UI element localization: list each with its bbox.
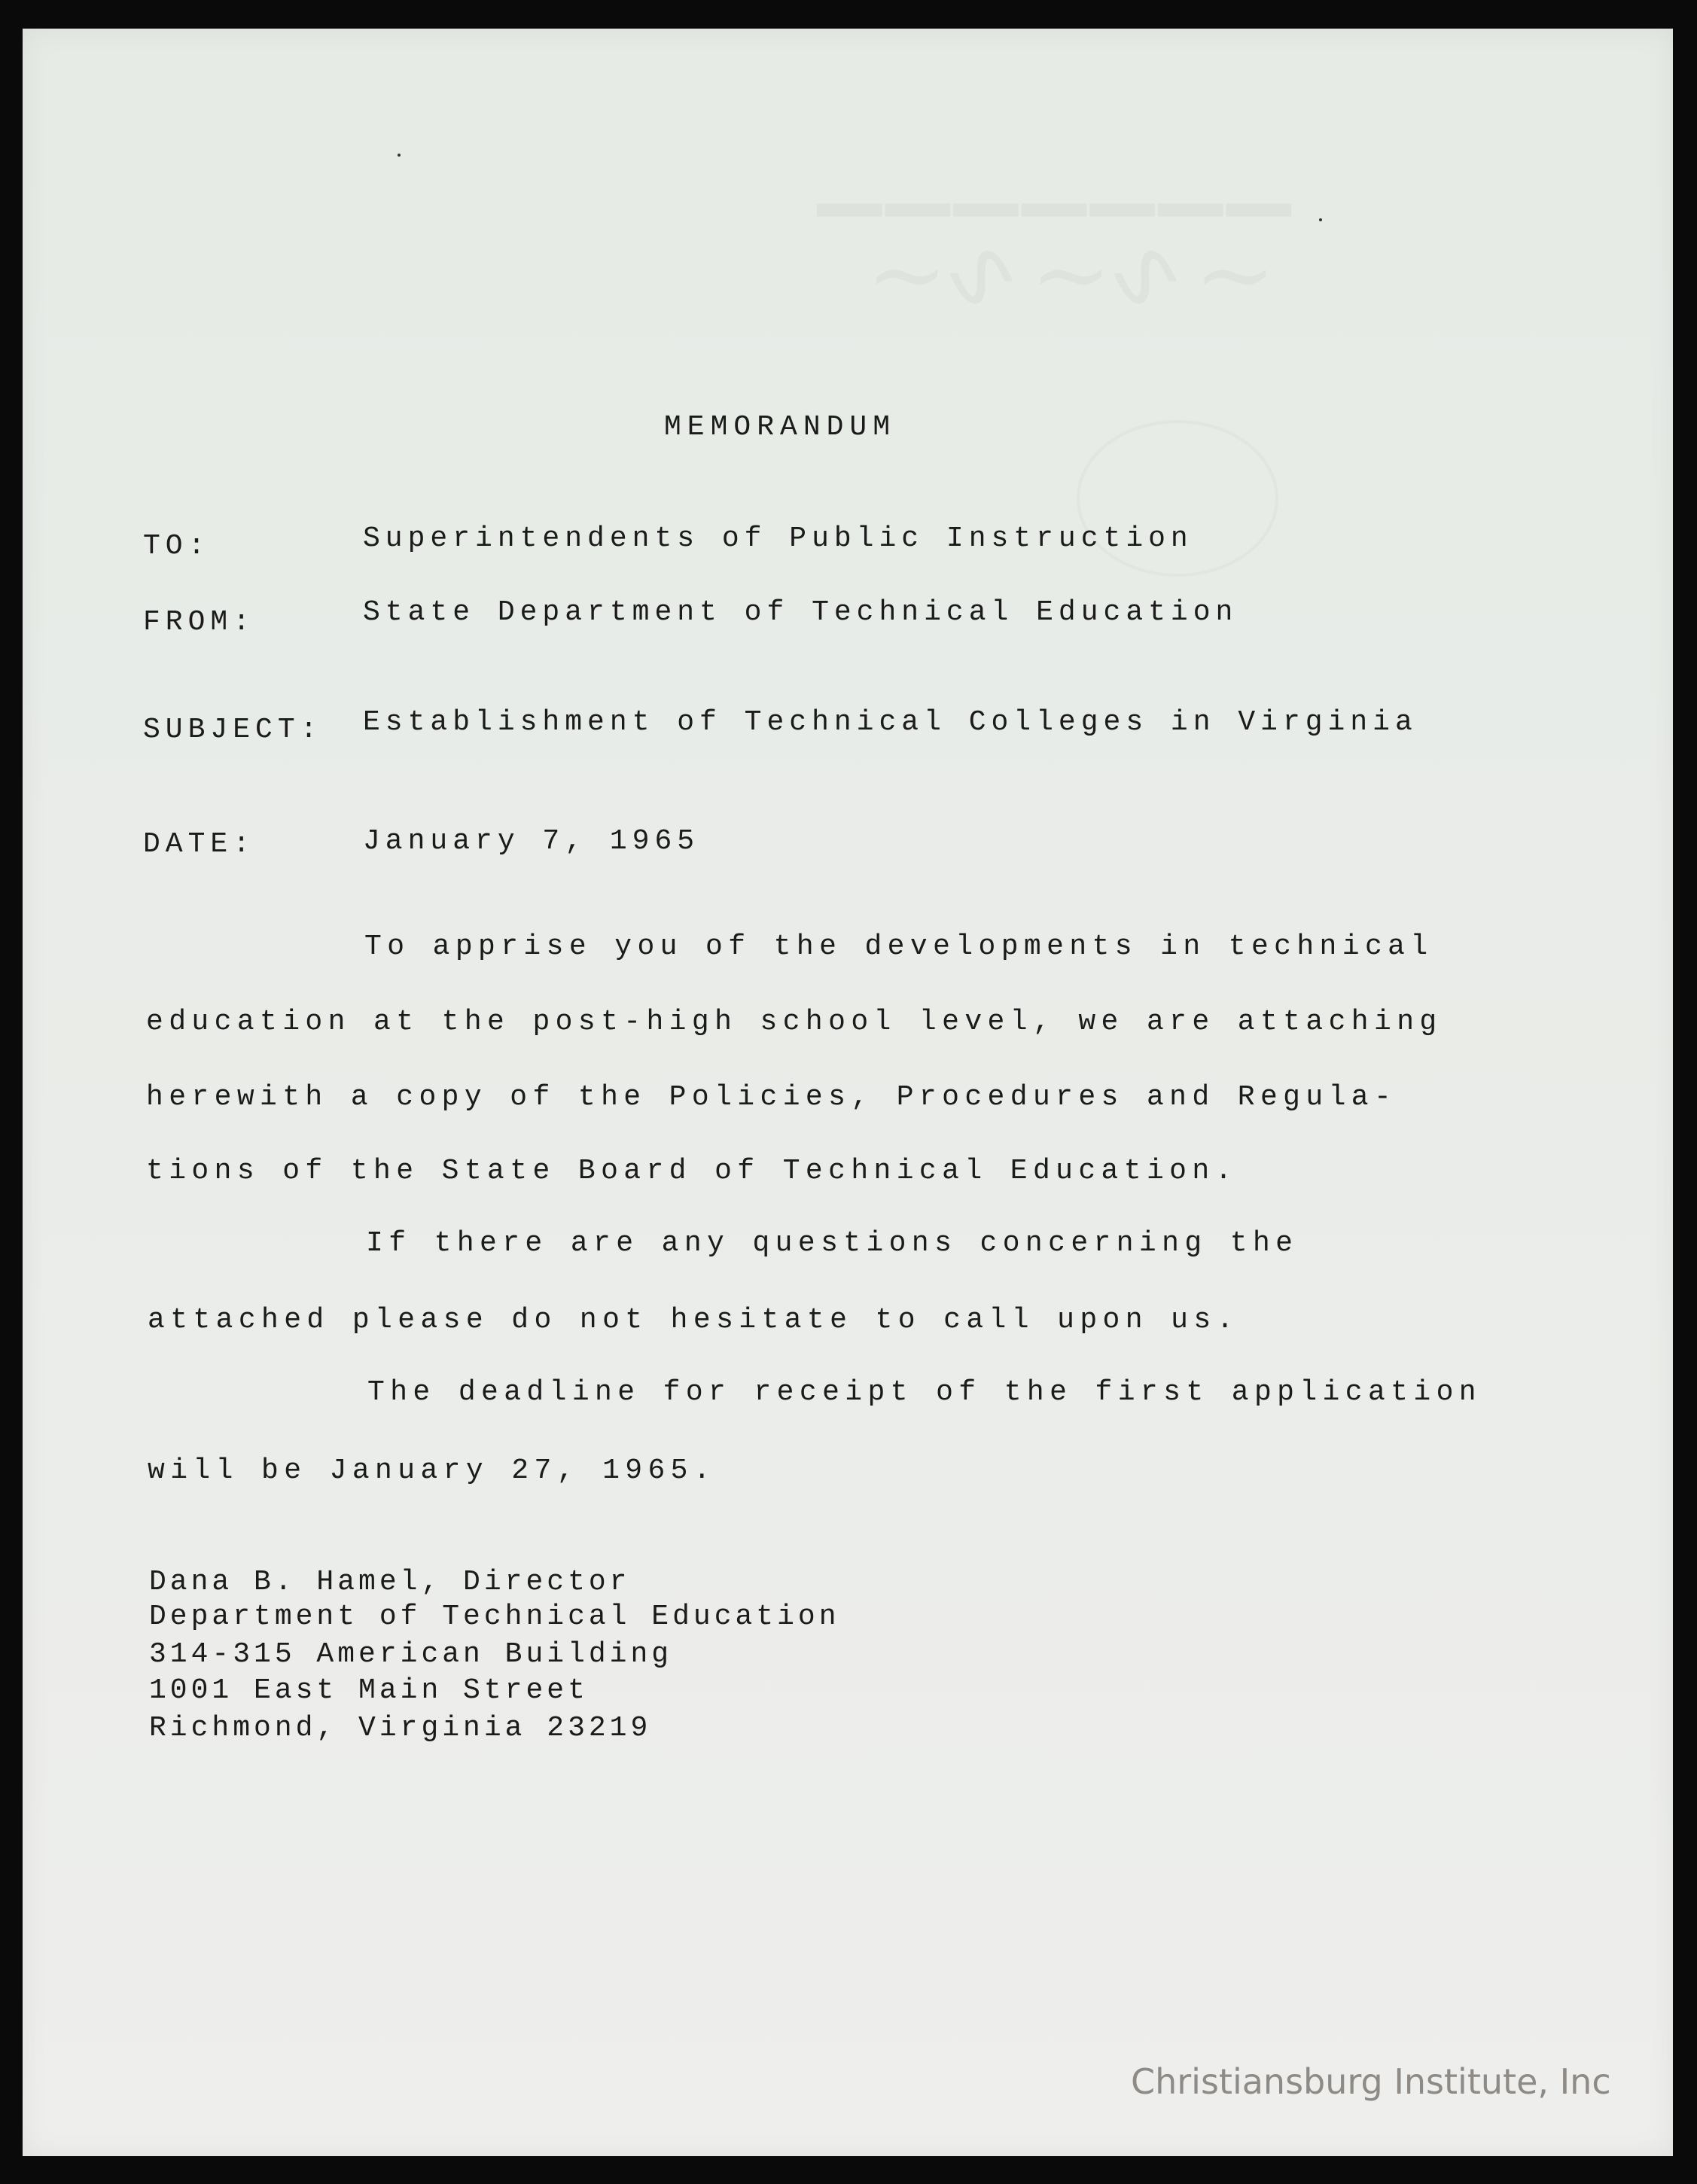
signature-city: Richmond, Virginia 23219 [149,1712,652,1744]
body-line: attached please do not hesitate to call upon us. [148,1304,1239,1336]
paper-speck [398,154,401,157]
from-label: FROM: [143,606,256,638]
body-line: If there are any questions concerning the [366,1227,1299,1260]
paper-speck [1319,218,1322,221]
body-line: tions of the State Board of Technical Education. [146,1155,1238,1187]
signature-street: 1001 East Main Street [149,1674,589,1707]
body-line: education at the post-high school level, we are attaching [146,1006,1443,1038]
to-label: TO: [143,530,211,562]
archive-credit: Christiansburg Institute, Inc [1131,2061,1611,2102]
signature-building: 314-315 American Building [149,1638,673,1671]
memo-title: MEMORANDUM [664,411,897,443]
reverse-side-script-bleed: ∽∿∽∿∽ [866,217,1276,331]
body-line: herewith a copy of the Policies, Procedures and Regula- [146,1081,1397,1113]
body-line: The deadline for receipt of the first application [367,1376,1482,1409]
from-value: State Department of Technical Education [363,596,1238,629]
date-value: January 7, 1965 [363,825,700,857]
signature-name: Dana B. Hamel, Director [149,1566,631,1598]
subject-label: SUBJECT: [143,714,323,746]
subject-value: Establishment of Technical Colleges in Virginia [363,706,1418,739]
date-label: DATE: [143,828,256,861]
to-value: Superintendents of Public Instruction [363,522,1193,555]
body-line: To apprise you of the developments in technical [364,931,1433,963]
signature-department: Department of Technical Education [149,1601,840,1633]
reverse-side-bleed-through: ▁▁▁▁▁▁▁ [813,119,1291,215]
body-line: will be January 27, 1965. [148,1454,717,1487]
